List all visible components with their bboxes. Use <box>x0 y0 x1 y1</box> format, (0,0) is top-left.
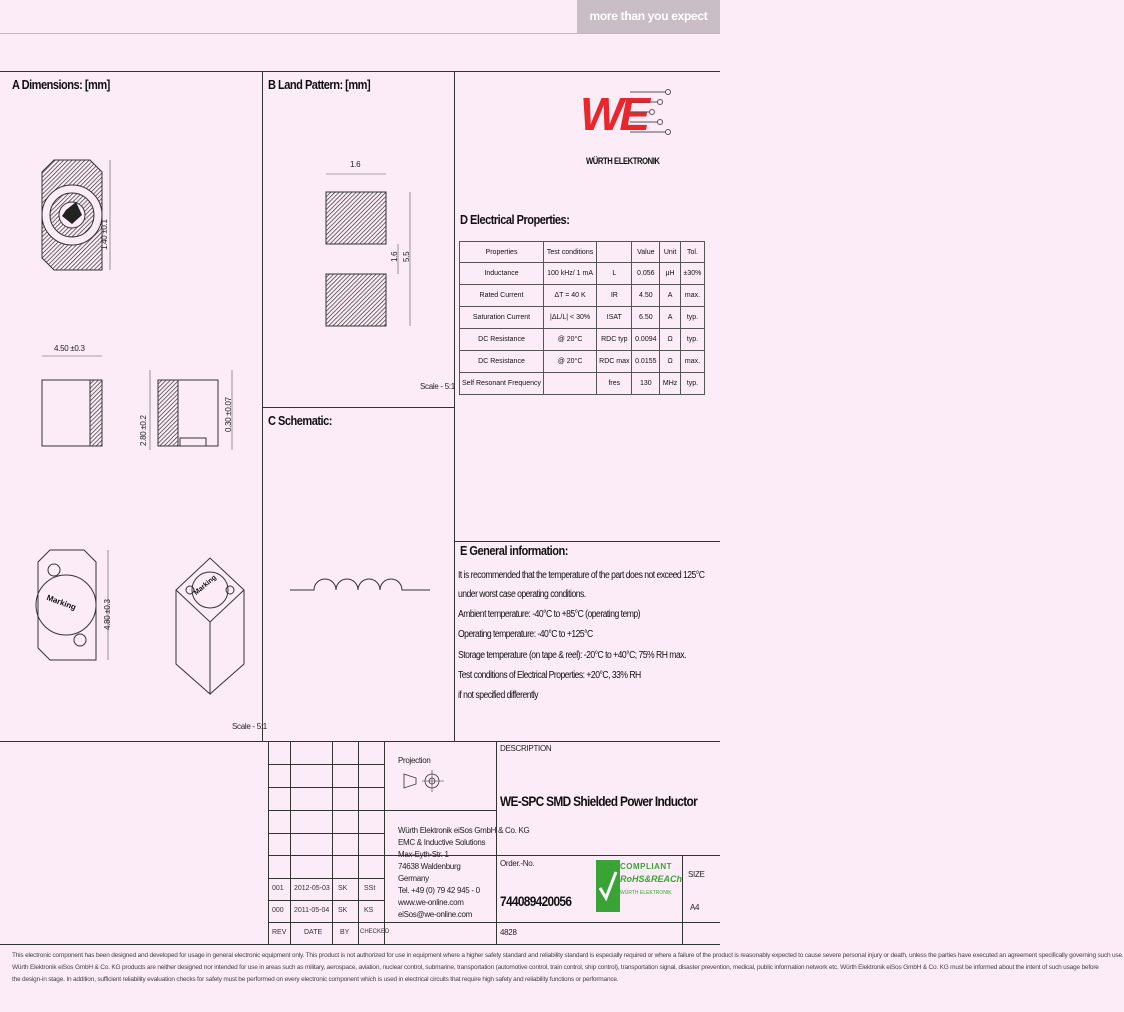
side-view-2 <box>150 370 232 450</box>
table-row <box>460 285 705 307</box>
land-h1: 1.6 <box>390 251 399 262</box>
frame-v2 <box>454 71 455 741</box>
electrical-properties-table <box>459 241 705 395</box>
cell-unit: A <box>660 307 681 329</box>
address-line: www.we-online.com <box>398 898 464 907</box>
compliant-text: COMPLIANT <box>620 862 673 871</box>
rev-cell: 001 <box>272 885 284 892</box>
cell-prop: Inductance <box>460 263 544 285</box>
size-label: SIZE <box>688 870 705 879</box>
section-c-title: C Schematic: <box>268 413 332 428</box>
rev-cell: SSt <box>364 885 376 892</box>
cell-sym: fres <box>597 373 632 395</box>
cell-unit: µH <box>660 263 681 285</box>
general-info-line: Test conditions of Electrical Properties: +20°C, 33% RH <box>458 670 641 681</box>
table-header-row <box>460 242 705 263</box>
cell-test: |ΔL/L| < 30% <box>544 307 597 329</box>
frame-h-e <box>454 541 720 542</box>
rev-header: CHECKED <box>360 929 390 935</box>
address-line: Max-Eyth-Str. 1 <box>398 850 449 859</box>
cell-test: ΔT = 40 K <box>544 285 597 307</box>
land-h2: 5.5 <box>402 251 411 262</box>
cell-sym: L <box>597 263 632 285</box>
cell-test: @ 20°C <box>544 351 597 373</box>
general-info-line: Ambient temperature: -40°C to +85°C (operating temp) <box>458 609 641 620</box>
general-info-line: It is recommended that the temperature of the part does not exceed 125°C <box>458 570 705 581</box>
dim-thick: 2.80 ±0.2 <box>139 415 148 446</box>
cell-value: 0.0094 <box>632 329 660 351</box>
table-row <box>460 263 705 285</box>
order-number: 744089420056 <box>500 893 572 909</box>
footer-line: the design-in stage. In addition, sufficient reliability evaluation checks for safety must be performed on every electronic component which is used in electrical circuits that require high safety and reliability functions or performance. <box>12 976 619 983</box>
cell-unit: MHz <box>660 373 681 395</box>
th-value: Value <box>632 242 660 263</box>
address-line: Würth Elektronik eiSos GmbH & Co. KG <box>398 826 530 835</box>
table-row <box>460 307 705 329</box>
rev-header: BY <box>340 929 350 936</box>
cell-value: 4.50 <box>632 285 660 307</box>
cell-sym: IR <box>597 285 632 307</box>
rohs-reach-text: RoHS&REACh <box>620 874 682 884</box>
cell-test: 100 kHz/ 1 mA <box>544 263 597 285</box>
tagline-banner: more than you expect <box>577 0 720 33</box>
table-row <box>460 351 705 373</box>
size-code: 4828 <box>500 928 517 937</box>
table-row <box>460 329 705 351</box>
address-line: EMC & Inductive Solutions <box>398 838 486 847</box>
rev-cell: 000 <box>272 907 284 914</box>
order-label: Order.-No. <box>500 859 535 868</box>
frame-h-title <box>0 741 720 742</box>
general-info-line: under worst case operating conditions. <box>458 589 586 600</box>
cell-prop: DC Resistance <box>460 351 544 373</box>
section-e-title: E General information: <box>460 543 568 558</box>
footer-line: Würth Elektronik eiSos GmbH & Co. KG products are neither designed nor intended for use in areas such as military, aerospace, aviation, nuclear control, submarine, transportation (automotive control, train control, ship control), transportation signal, disaster prevention, medical, public information network etc. Würth Elektronik eiSos GmbH & Co. KG must be informed about the intent of such usage before <box>12 964 1099 971</box>
rev-cell: 2011-05-04 <box>294 907 330 914</box>
projection-label: Projection <box>398 756 431 765</box>
cell-value: 0.056 <box>632 263 660 285</box>
frame-top <box>0 71 720 72</box>
product-title: WE-SPC SMD Shielded Power Inductor <box>500 793 698 809</box>
general-info-line: Operating temperature: -40°C to +125°C <box>458 629 593 640</box>
cell-tol: typ. <box>680 307 704 329</box>
dim-width: 4.50 ±0.3 <box>54 344 85 353</box>
land-pattern-drawing <box>320 160 420 330</box>
th-symbol <box>597 242 632 263</box>
compliant-brand-text: WÜRTH ELEKTRONIK <box>620 890 672 896</box>
table-row <box>460 373 705 395</box>
cell-test <box>544 373 597 395</box>
cell-prop: Rated Current <box>460 285 544 307</box>
cell-tol: typ. <box>680 373 704 395</box>
top-divider <box>0 33 720 34</box>
rev-cell: 2012-05-03 <box>294 885 330 892</box>
land-width: 1.6 <box>350 160 361 169</box>
th-properties: Properties <box>460 242 544 263</box>
brand-name: WÜRTH ELEKTRONIK <box>586 156 660 166</box>
cell-value: 130 <box>632 373 660 395</box>
general-info-line: Storage temperature (on tape & reel): -20°C to +40°C; 75% RH max. <box>458 650 686 661</box>
frame-h-c <box>262 407 455 408</box>
rev-header: REV <box>272 929 287 936</box>
section-a-title: A Dimensions: [mm] <box>12 77 110 92</box>
projection-symbol-icon <box>400 766 446 796</box>
rev-cell: SK <box>338 885 348 892</box>
footer-line: This electronic component has been designed and developed for usage in general electronic equipment only. This product is not authorized for use in equipment where a higher safety standard and reliability standard is especially required or where a failure of the product is reasonably expected to cause severe personal injury or death, unless the parties have executed an agreement specifically governing such use. <box>12 952 1124 959</box>
address-line: Tel. +49 (0) 79 42 945 - 0 <box>398 886 480 895</box>
top-view-drawing <box>42 160 110 270</box>
description-label: DESCRIPTION <box>500 744 552 753</box>
logo-we-text: WE <box>580 88 647 140</box>
scale-b: Scale - 5:1 <box>420 382 455 391</box>
section-b-title: B Land Pattern: [mm] <box>268 77 371 92</box>
address-line: Germany <box>398 874 429 883</box>
cell-unit: Ω <box>660 329 681 351</box>
rev-cell: SK <box>338 907 348 914</box>
rohs-checkmark-icon <box>596 860 620 912</box>
address-line: 74638 Waldenburg <box>398 862 461 871</box>
section-d-title: D Electrical Properties: <box>460 212 570 227</box>
cell-tol: typ. <box>680 329 704 351</box>
cell-sym: RDC typ <box>597 329 632 351</box>
cell-unit: A <box>660 285 681 307</box>
cell-unit: Ω <box>660 351 681 373</box>
cell-prop: DC Resistance <box>460 329 544 351</box>
cell-prop: Self Resonant Frequency <box>460 373 544 395</box>
cell-sym: ISAT <box>597 307 632 329</box>
dim-height: 1.40 ±0.1 <box>100 219 109 250</box>
th-test: Test conditions <box>544 242 597 263</box>
rev-header: DATE <box>304 929 323 936</box>
address-line: eiSos@we-online.com <box>398 910 473 919</box>
dimension-drawings <box>10 120 260 740</box>
dim-length: 4.80 ±0.3 <box>103 599 112 630</box>
cell-tol: max. <box>680 285 704 307</box>
scale-a: Scale - 5:1 <box>232 722 267 731</box>
cell-test: @ 20°C <box>544 329 597 351</box>
inductor-schematic <box>290 560 440 600</box>
page-size: A4 <box>690 903 700 912</box>
dim-gap: 0.30 ±0.07 <box>224 397 233 432</box>
cell-tol: ±30% <box>680 263 704 285</box>
side-view-1 <box>42 356 102 446</box>
cell-value: 6.50 <box>632 307 660 329</box>
th-tol: Tol. <box>680 242 704 263</box>
cell-value: 0.0155 <box>632 351 660 373</box>
marking-label-2: Marking <box>192 574 218 597</box>
th-unit: Unit <box>660 242 681 263</box>
frame-v1 <box>262 71 263 741</box>
general-info-line: if not specified differently <box>458 690 539 701</box>
cell-prop: Saturation Current <box>460 307 544 329</box>
wurth-logo <box>578 82 678 152</box>
marking-label-1: Marking <box>45 593 78 612</box>
rev-cell: KS <box>364 907 374 914</box>
cell-sym: RDC max <box>597 351 632 373</box>
cell-tol: max. <box>680 351 704 373</box>
